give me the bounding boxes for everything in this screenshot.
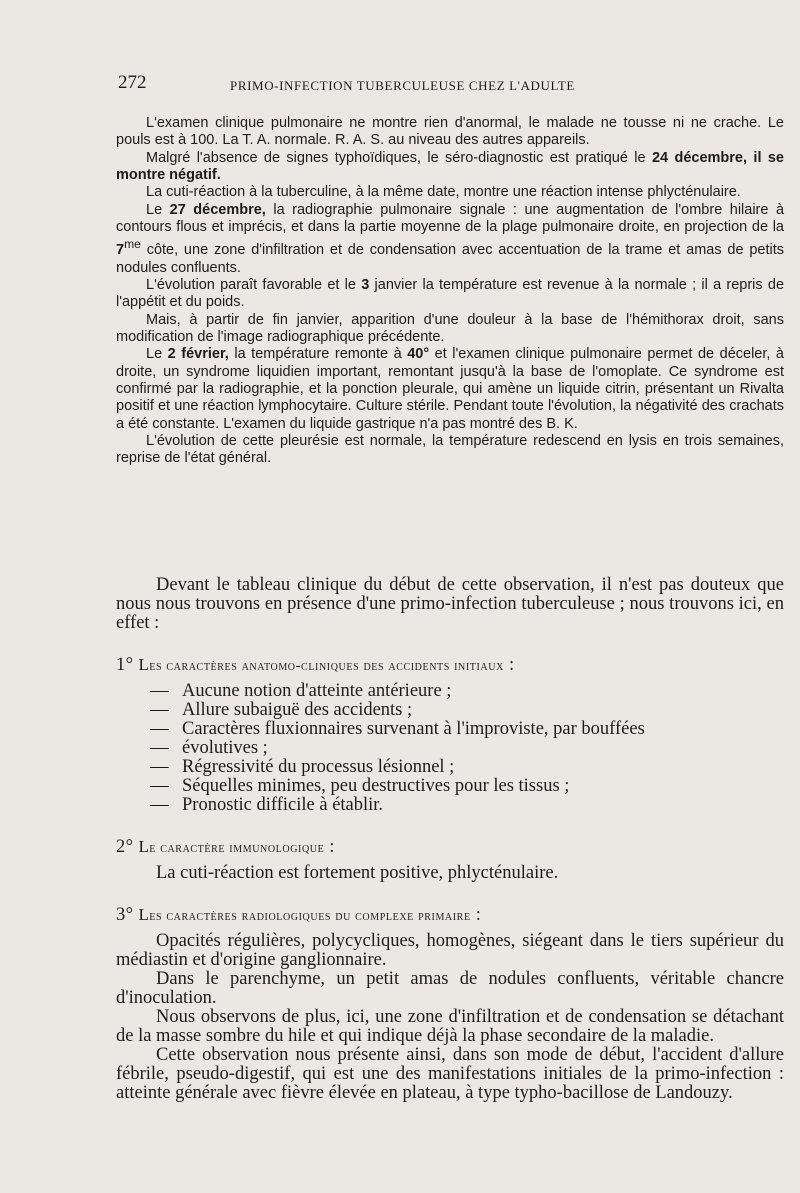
list-item: — Aucune notion d'atteinte antérieure ; (150, 682, 784, 701)
list-item: — Séquelles minimes, peu destructives pour les tissus ; (150, 777, 784, 796)
section-heading-2: 2° Le caractère immunologique : (116, 837, 335, 857)
list-item: — Caractères fluxionnaires survenant à l'improviste, par bouffées (150, 720, 784, 739)
list-item: — Pronostic difficile à établir. (150, 796, 784, 815)
page-number: 272 (118, 72, 147, 93)
paragraph-evolution: L'évolution paraît favorable et le 3 janvier la température est revenue à la normale ; il a repris de l'appétit et du poids. (116, 276, 785, 311)
discussion-intro: Devant le tableau clinique du début de cette observation, il n'est pas douteux que nous nous trouvons en présence d'une primo-infection tuberculeuse ; nous trouvons ici, en effet : (116, 575, 784, 633)
paragraph-pleurisy: Le 2 février, la température remonte à 40° et l'examen clinique pulmonaire permet de déceler, à droite, un syndrome liquidien important, remontant jusqu'à la base de l'omoplate. Ce syndrome est confirmé par la radiographie, et la ponction pleurale, qui amène un liquide citrin, présentant un Rivalta positif et une réaction lymphocytaire. Culture stérile. Pendant toute l'évolution, la négativité des crachats a été constante. L'examen du liquide gastrique n'a pas montré des B. K. (116, 346, 785, 432)
running-title: PRIMO-INFECTION TUBERCULEUSE CHEZ L'ADULTE (230, 78, 575, 93)
paragraph-radiography: Le 27 décembre, la radiographie pulmonaire signale : une augmentation de l'ombre hilaire à contours flous et imprécis, et dans la partie moyenne de la plage pulmonaire droite, en projection de la $7^{me}$ côte, une zone d'infiltration et de condensation avec accentuation de la trame et amas de petits nodules confluents. (116, 201, 785, 276)
paragraph-outcome: L'évolution de cette pleurésie est normale, la température redescend en lysis en trois semaines, reprise de l'état général. (116, 433, 784, 467)
immunology-text: La cuti-réaction est fortement positive, phlycténulaire. (156, 863, 559, 883)
paragraph-cuti-reaction: La cuti-réaction à la tuberculine, à la même date, montre une réaction intense phlycténulaire. (146, 184, 741, 201)
list-item: — Allure subaiguë des accidents ; (150, 701, 784, 720)
list-item: — Régressivité du processus lésionnel ; (150, 758, 784, 777)
radiology-paragraph-1: Opacités régulières, polycycliques, homogènes, siégeant dans le tiers supérieur du médiastin et d'origine ganglionnaire. (116, 931, 784, 970)
paragraph-exam: L'examen clinique pulmonaire ne montre rien d'anormal, le malade ne tousse ni ne crache. Le pouls est à 100. La T. A. normale. R. A. S. au niveau des autres appareils. (116, 115, 784, 149)
discussion (116, 576, 784, 1103)
section-heading-1: 1° Les caractères anatomo-cliniques des accidents initiaux : (116, 655, 515, 675)
paragraph-serodiagnostic: Malgré l'absence de signes typhoïdiques, le séro-diagnostic est pratiqué le 24 décembre, il se montre négatif. (116, 149, 784, 184)
criteria-list (116, 682, 784, 815)
case-report (116, 115, 784, 468)
conclusion-paragraph: Cette observation nous présente ainsi, dans son mode de début, l'accident d'allure fébrile, pseudo-digestif, qui est une des manifestations initiales de la primo-infection : atteinte générale avec fièvre élevée en plateau, à type typho-bacillose de Landouzy. (116, 1045, 784, 1103)
radiology-paragraph-2: Dans le parenchyme, un petit amas de nodules confluents, véritable chancre d'inoculation. (116, 969, 784, 1008)
radiology-paragraph-3: Nous observons de plus, ici, une zone d'infiltration et de condensation se détachant de la masse sombre du hile et qui indique déjà la phase secondaire de la maladie. (116, 1007, 784, 1046)
section-heading-3: 3° Les caractères radiologiques du complexe primaire : (116, 905, 482, 925)
paragraph-pain: Mais, à partir de fin janvier, apparition d'une douleur à la base de l'hémithorax droit, sans modification de l'image radiographique précédente. (116, 311, 784, 345)
list-item-continuation: — évolutives ; (150, 739, 784, 758)
